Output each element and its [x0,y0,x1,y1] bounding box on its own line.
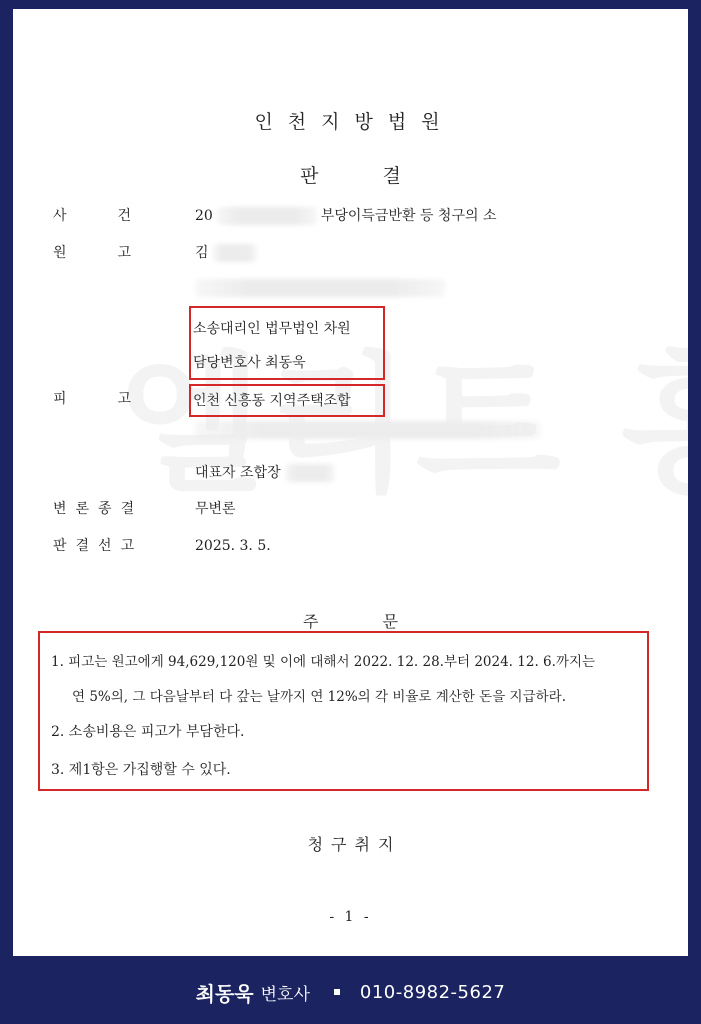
plaintiff-row [13,242,688,264]
defendant-label-char-1: 피 [53,391,67,407]
plaintiff-label [53,242,131,264]
lawyer-name: 최동욱 [195,981,254,1006]
plaintiff-value [195,242,257,264]
order-title: 주문 [303,612,462,631]
case-number-prefix: 20 [195,208,213,224]
order-item-1-continued: 연 5%의, 그 다음날부터 다 갚는 날까지 연 12%의 각 비율로 계산한 돈을 지급하라. [72,689,566,705]
redacted-plaintiff-name [213,244,257,262]
redacted-representative-name [285,464,335,482]
case-title: 부당이득금반환 등 청구의 소 [320,208,497,224]
claim-title: 청구취지 [307,835,402,854]
case-row [13,205,688,227]
lawyer-title: 변호사 [260,984,310,1005]
phone-number[interactable]: 010-8982-5627 [359,981,506,1003]
judgment-date-value: 2025. 3. 5. [195,538,271,554]
judgment-date-label: 판결선고 [53,538,144,554]
defendant-name: 인천 신흥동 지역주택조합 [193,393,351,409]
separator-square-icon [334,989,340,995]
hearing-end-label: 변론종결 [53,501,144,517]
document-type: 판결 [300,165,465,187]
case-label [53,205,131,227]
plaintiff-name: 김 [195,245,209,261]
order-item-1: 1. 피고는 원고에게 94,629,120원 및 이에 대해서 2022. 12. 28.부터 2024. 12. 6.까지는 [51,654,596,670]
page-number: - 1 - [329,909,372,925]
case-label-char-1: 사 [53,208,67,224]
attorney-firm: 소송대리인 법무법인 차원 [193,321,351,337]
plaintiff-label-char-1: 원 [53,245,67,261]
plaintiff-label-char-2: 고 [117,245,131,261]
redacted-case-number [217,207,317,225]
judgment-document [13,9,688,956]
case-value [195,205,496,227]
redacted-plaintiff-address [195,279,445,297]
court-name: 인천지방법원 [254,111,455,133]
order-item-3: 3. 제1항은 가집행할 수 있다. [51,762,231,778]
representative-label: 대표자 조합장 [195,465,281,481]
hearing-end-row [13,498,688,520]
defendant-label-char-2: 고 [117,391,131,407]
judgment-date-row [13,535,688,557]
redacted-defendant-address [195,421,540,439]
order-item-2: 2. 소송비용은 피고가 부담한다. [51,724,245,740]
representative-value [195,462,335,484]
attorney-name: 담당변호사 최동욱 [193,355,306,371]
representative-row [13,462,688,484]
footer-contact-bar [0,972,701,1012]
hearing-end-value: 무변론 [195,501,236,517]
case-label-char-2: 건 [117,208,131,224]
defendant-label [53,388,131,410]
